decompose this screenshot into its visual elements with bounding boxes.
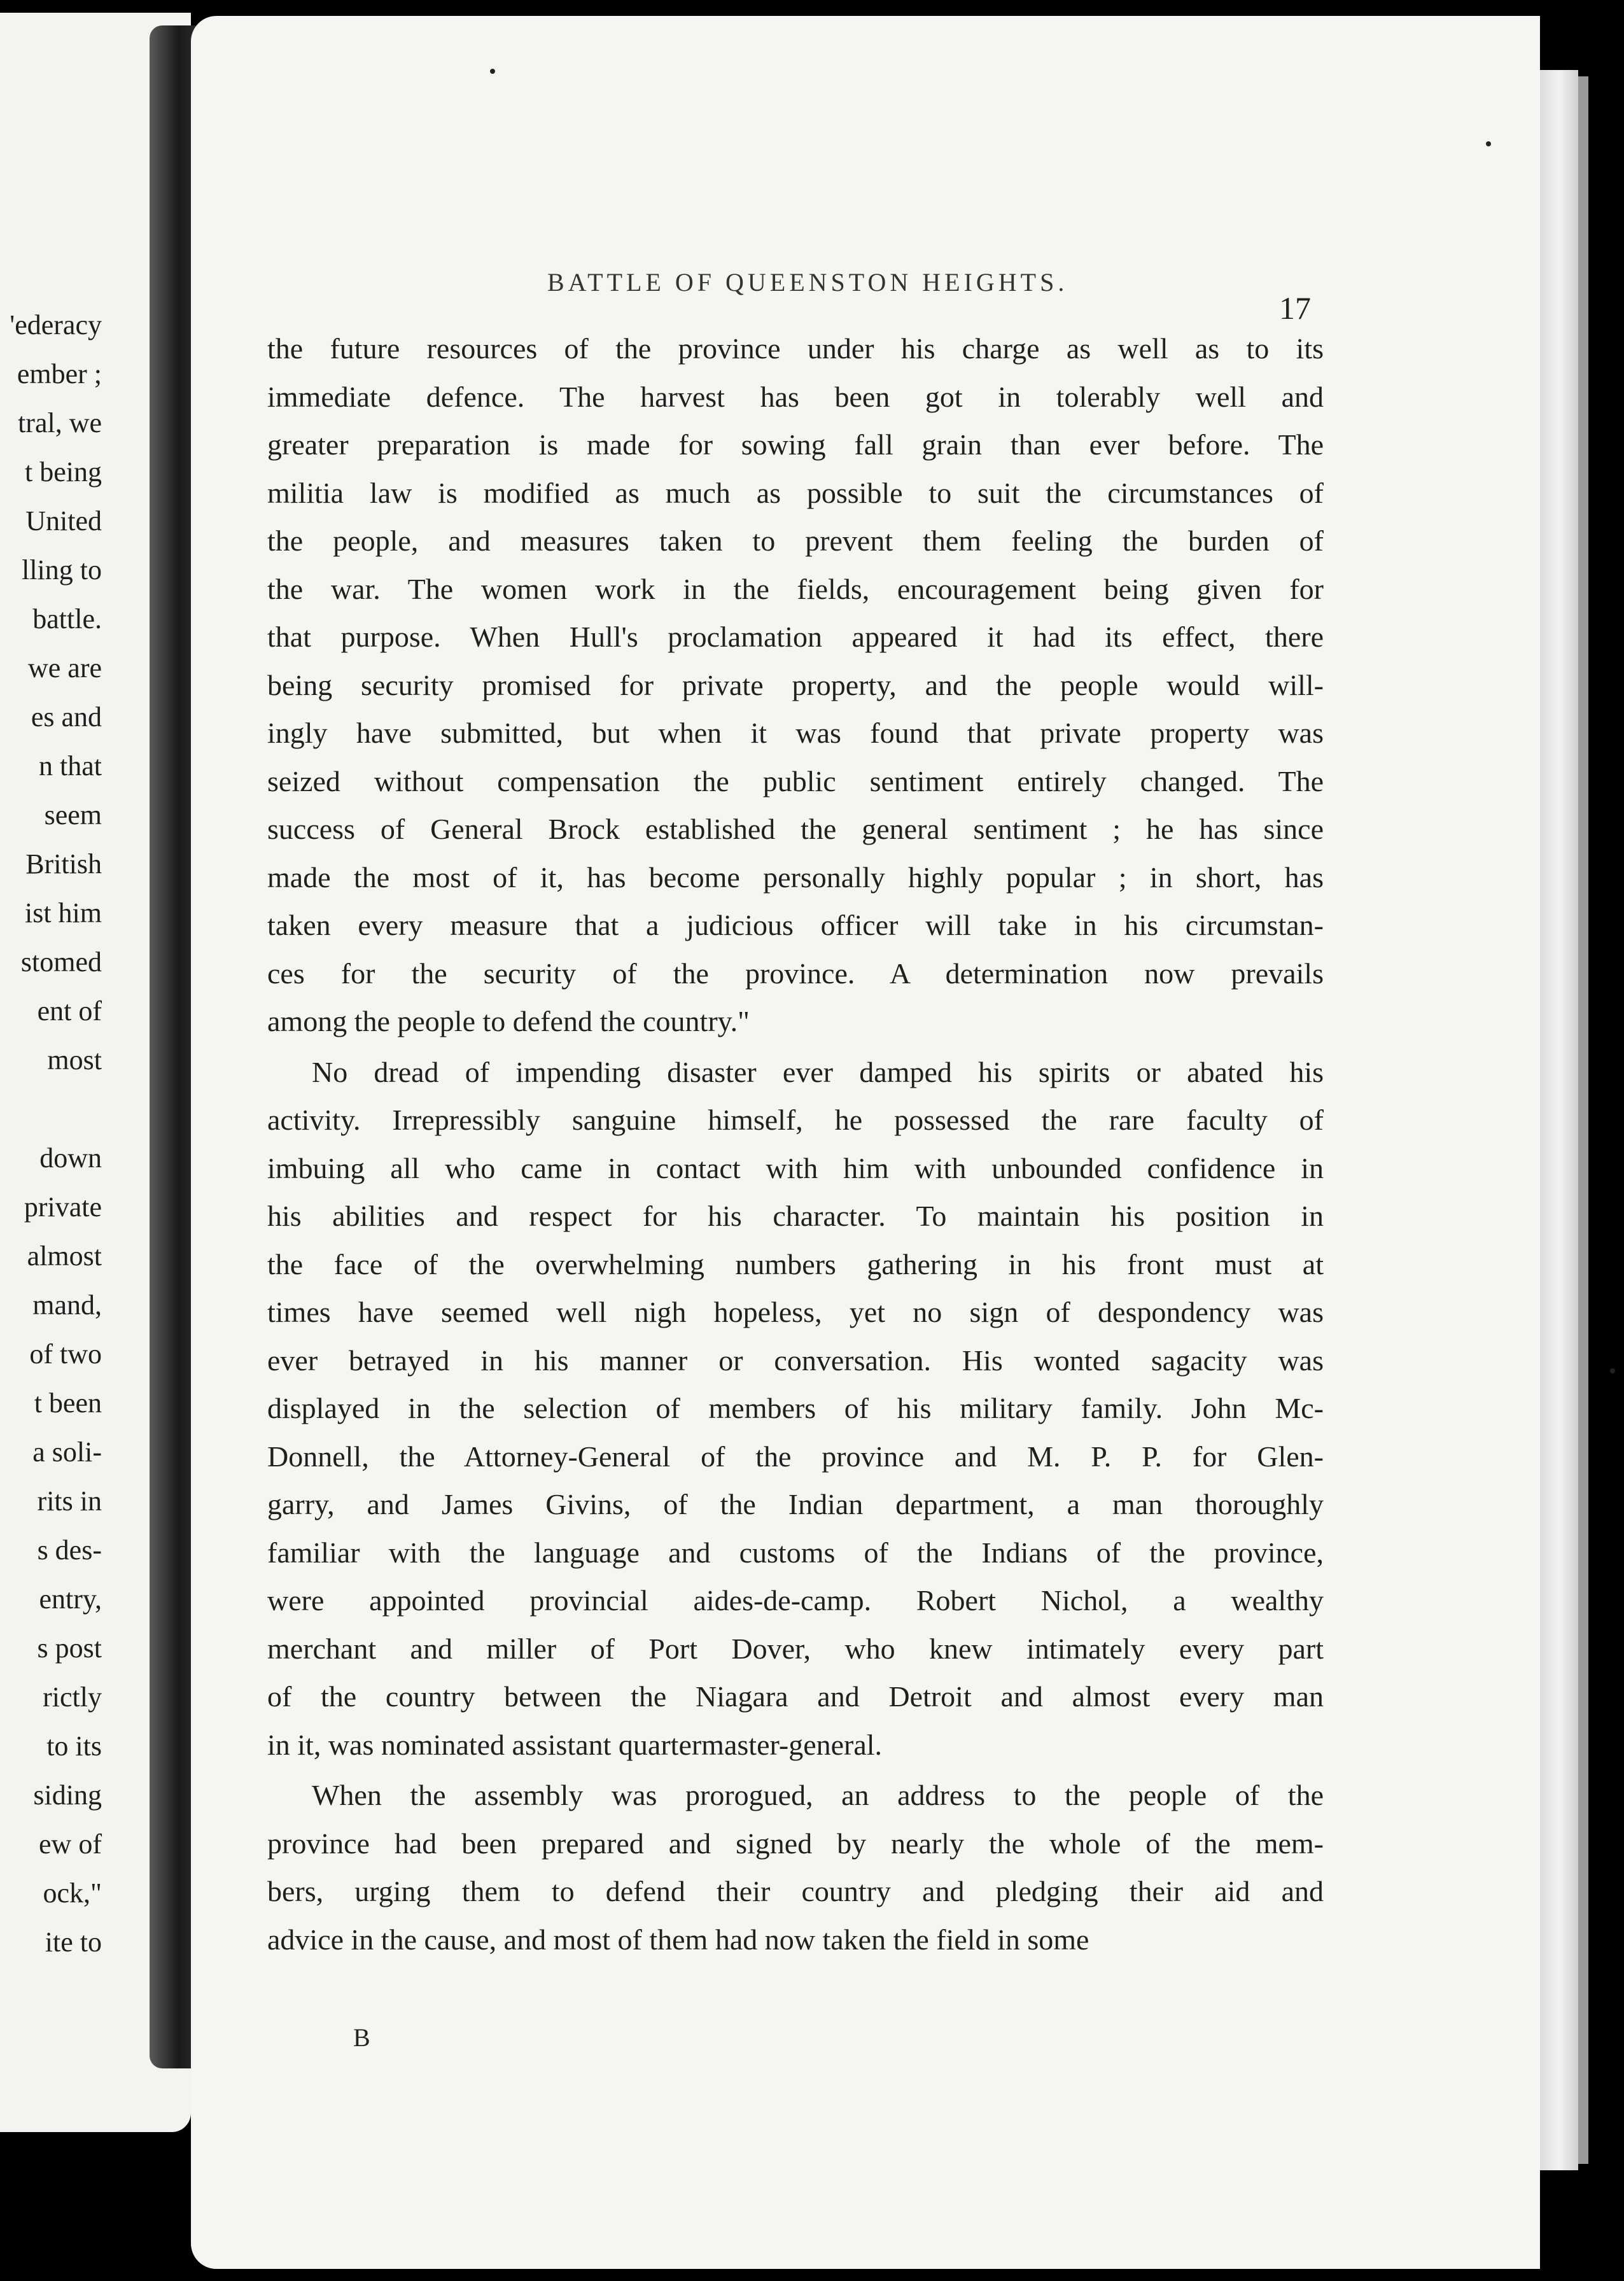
text-line: his abilities and respect for his character. To maintain his position in — [267, 1200, 1324, 1232]
left-page-line: down — [39, 1142, 102, 1174]
left-page-line: es and — [31, 701, 102, 733]
text-line: taken every measure that a judicious officer will take in his circumstan- — [267, 909, 1324, 941]
left-page-line: ite to — [45, 1927, 102, 1958]
text-line: seized without compensation the public sentiment entirely changed. The — [267, 764, 1324, 797]
page-edge — [1540, 70, 1578, 2170]
paragraph — [267, 1771, 1324, 1963]
left-page-line: United — [25, 505, 102, 537]
left-page-line: ew of — [39, 1828, 102, 1860]
left-page-line: almost — [27, 1240, 102, 1272]
text-line: in it, was nominated assistant quartermaster-general. — [267, 1728, 883, 1761]
text-line: the war. The women work in the fields, encouragement being given for — [267, 572, 1324, 605]
text-line: greater preparation is made for sowing fall grain than ever before. The — [267, 428, 1324, 461]
text-line: merchant and miller of Port Dover, who knew intimately every part — [267, 1632, 1324, 1665]
left-page-line: rictly — [43, 1681, 102, 1713]
text-line: made the most of it, has become personally highly popular ; in short, has — [267, 860, 1324, 894]
left-page-line: rits in — [37, 1485, 102, 1517]
text-line: immediate defence. The harvest has been got in tolerably well and — [267, 380, 1324, 413]
left-page-line: of two — [29, 1338, 102, 1370]
left-page-line: mand, — [32, 1289, 102, 1321]
text-line: the face of the overwhelming numbers gathering in his front must at — [267, 1247, 1324, 1281]
text-line: advice in the cause, and most of them had now taken the field in some — [267, 1923, 1089, 1956]
page-edge-shadow — [1578, 76, 1588, 2164]
left-page-line: seem — [44, 799, 102, 831]
text-line: activity. Irrepressibly sanguine himself, he possessed the rare faculty of — [267, 1104, 1324, 1136]
text-line: times have seemed well nigh hopeless, yet no sign of despondency was — [267, 1296, 1324, 1328]
text-line: ever betrayed in his manner or conversation. His wonted sagacity was — [267, 1344, 1324, 1377]
text-line: were appointed provincial aides-de-camp. Robert Nichol, a wealthy — [267, 1584, 1324, 1617]
text-line: ces for the security of the province. A determination now prevails — [267, 957, 1324, 990]
text-line: that purpose. When Hull's proclamation appeared it had its effect, there — [267, 621, 1324, 653]
left-page-line: British — [25, 848, 102, 880]
left-page-line: battle. — [32, 603, 102, 635]
left-page-line: most — [47, 1044, 102, 1076]
text-line: Donnell, the Attorney-General of the province and M. P. P. for Glen- — [267, 1440, 1324, 1473]
left-page-line: entry, — [39, 1583, 102, 1615]
text-line: imbuing all who came in contact with him with unbounded confidence in — [267, 1151, 1324, 1184]
text-line: of the country between the Niagara and Detroit and almost every man — [267, 1680, 1324, 1713]
text-line: ingly have submitted, but when it was found that private property was — [267, 717, 1324, 749]
body-text — [267, 325, 1324, 1963]
left-page-line: we are — [27, 652, 102, 684]
text-line: the people, and measures taken to prevent them feeling the burden of — [267, 524, 1324, 557]
speck — [490, 69, 495, 74]
left-page-line: ist him — [24, 897, 102, 929]
left-page-line: lling to — [22, 554, 102, 586]
text-line: When the assembly was prorogued, an address to the people of the — [312, 1779, 1324, 1811]
left-page-line: stomed — [20, 946, 102, 978]
paragraph — [267, 325, 1324, 1046]
paragraph — [267, 1048, 1324, 1769]
signature-mark: B — [353, 2023, 370, 2052]
speck — [1486, 141, 1491, 146]
text-line: displayed in the selection of members of his military family. John Mc- — [267, 1392, 1324, 1424]
text-line: being security promised for private property, and the people would will- — [267, 668, 1324, 701]
text-line: bers, urging them to defend their country and pledging their aid and — [267, 1875, 1324, 1907]
left-page-line: siding — [33, 1779, 102, 1811]
text-line: success of General Brock established the general sentiment ; he has since — [267, 813, 1324, 845]
text-line: the future resources of the province under his charge as well as to its — [267, 332, 1324, 365]
left-page-line: private — [24, 1191, 102, 1223]
speck — [1610, 1368, 1615, 1373]
left-page-line: t been — [34, 1387, 102, 1419]
left-page-line: 'ederacy — [10, 309, 102, 340]
page-number: 17 — [1279, 290, 1311, 326]
text-line: province had been prepared and signed by nearly the whole of the mem- — [267, 1827, 1324, 1860]
left-page-line: ock," — [43, 1877, 102, 1909]
text-line: militia law is modified as much as possible to suit the circumstances of — [267, 476, 1324, 509]
left-page-line: to its — [46, 1730, 102, 1762]
left-page-line: ent of — [37, 995, 102, 1027]
text-line: familiar with the language and customs of the Indians of the province, — [267, 1536, 1324, 1569]
left-page-line: t being — [25, 456, 102, 488]
left-page-line: ember ; — [17, 358, 102, 390]
left-page-line: s post — [37, 1632, 102, 1664]
running-header: BATTLE OF QUEENSTON HEIGHTS. — [547, 268, 1068, 297]
left-page-line: a soli- — [32, 1436, 102, 1468]
text-line: garry, and James Givins, of the Indian department, a man thoroughly — [267, 1488, 1324, 1520]
left-page-line: n that — [39, 750, 102, 782]
text-line: No dread of impending disaster ever damped his spirits or abated his — [312, 1055, 1324, 1088]
left-page-line: s des- — [37, 1534, 102, 1566]
text-line: among the people to defend the country." — [267, 1005, 750, 1037]
left-page-line: tral, we — [18, 407, 102, 439]
